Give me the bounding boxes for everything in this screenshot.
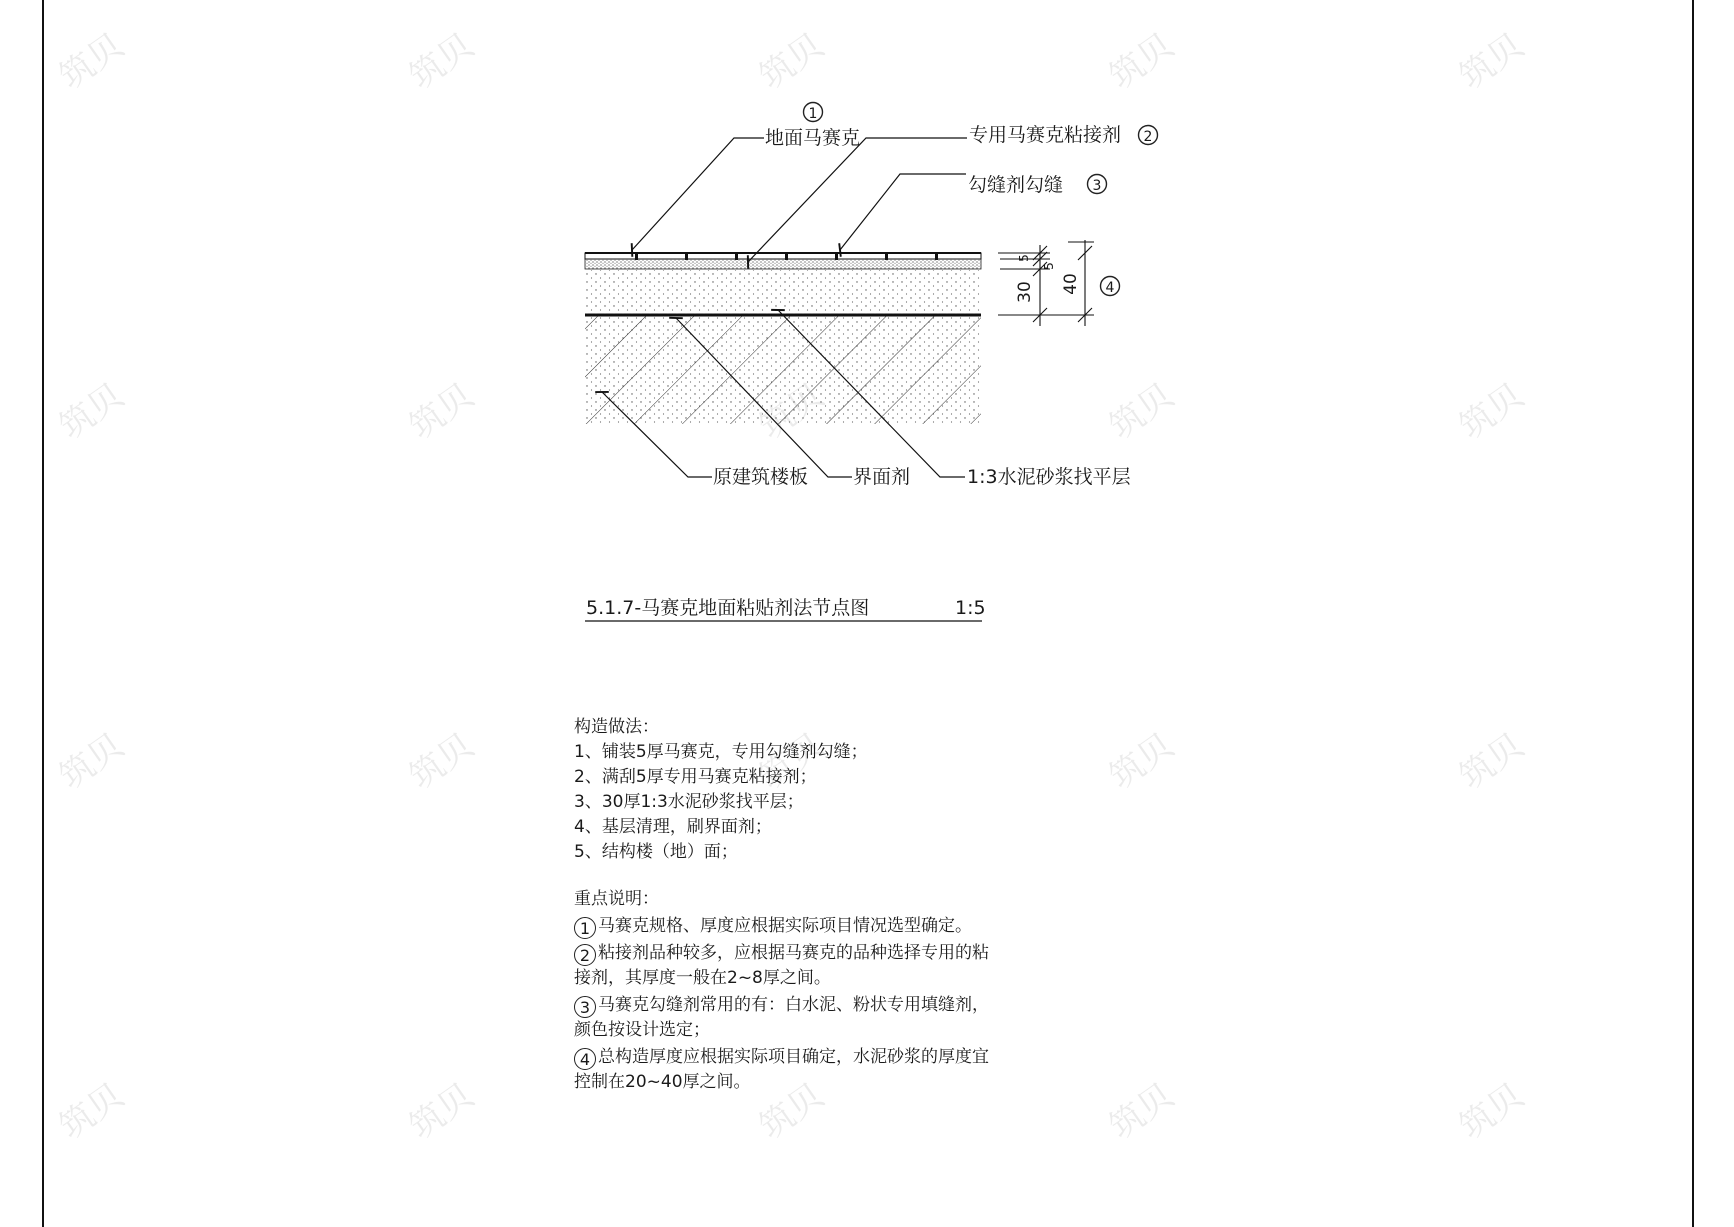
label-mortar-layer: 1:3水泥砂浆找平层 — [967, 466, 1131, 488]
label-floor-mosaic: 地面马赛克 — [765, 127, 861, 149]
key-point-1 — [574, 914, 1044, 939]
mortar-leveling-layer — [585, 270, 981, 314]
key-point-number: 1 — [574, 917, 596, 939]
dimension-40: 40 — [1061, 273, 1081, 295]
key-point-number: 2 — [574, 944, 596, 966]
dimension-5-adhesive: 5 — [1042, 262, 1056, 270]
watermark-logo: 筑贝 — [1102, 375, 1181, 448]
key-point-text: 马赛克规格、厚度应根据实际项目情况选型确定。 — [598, 916, 972, 936]
drawing-scale: 1:5 — [955, 597, 986, 619]
key-point-text-cont: 控制在20~40厚之间。 — [574, 1072, 751, 1092]
watermark-logo: 筑贝 — [52, 375, 131, 448]
watermark-logo: 筑贝 — [402, 25, 481, 98]
label-grout: 勾缝剂勾缝 — [968, 174, 1064, 196]
watermark-logo: 筑贝 — [1102, 725, 1181, 798]
construction-step-5: 5、结构楼（地）面； — [574, 842, 738, 862]
watermark-logo: 筑贝 — [1102, 1075, 1181, 1148]
grout-joint — [685, 252, 688, 260]
key-points-heading: 重点说明： — [574, 889, 659, 909]
leader-mosaic-adhesive — [748, 138, 967, 262]
watermark-logo: 筑贝 — [402, 725, 481, 798]
dimension-5-mosaic: 5 — [1017, 254, 1031, 262]
key-point-text: 总构造厚度应根据实际项目确定，水泥砂浆的厚度宜 — [598, 1047, 989, 1067]
watermark-logo: 筑贝 — [1452, 725, 1531, 798]
grout-joint — [885, 252, 888, 260]
construction-step-1: 1、铺装5厚马赛克，专用勾缝剂勾缝； — [574, 742, 868, 762]
key-point-number: 4 — [574, 1048, 596, 1070]
watermark-logo: 筑贝 — [752, 25, 831, 98]
callout-number-3: 3 — [1092, 178, 1102, 194]
construction-step-3: 3、30厚1:3水泥砂浆找平层； — [574, 792, 804, 812]
construction-steps — [574, 740, 1044, 865]
watermark-logo: 筑贝 — [1452, 25, 1531, 98]
callout-number-2: 2 — [1143, 129, 1153, 145]
grout-joint — [935, 252, 938, 260]
construction-step-2: 2、满刮5厚专用马赛克粘接剂； — [574, 767, 817, 787]
leader-grout — [840, 174, 966, 250]
callout-number-4: 4 — [1105, 280, 1115, 296]
key-point-text-cont: 颜色按设计选定； — [574, 1020, 710, 1040]
watermark-logo: 筑贝 — [402, 375, 481, 448]
key-point-2 — [574, 941, 1044, 991]
key-point-text: 粘接剂品种较多，应根据马赛克的品种选择专用的粘 — [598, 943, 989, 963]
watermark-logo: 筑贝 — [1452, 375, 1531, 448]
watermark-logo: 筑贝 — [402, 1075, 481, 1148]
key-point-text: 马赛克勾缝剂常用的有：白水泥、粉状专用填缝剂， — [598, 995, 989, 1015]
adhesive-layer — [585, 259, 981, 269]
drawing-title: 5.1.7-马赛克地面粘贴剂法节点图 — [586, 597, 870, 619]
label-original-slab: 原建筑楼板 — [713, 466, 809, 488]
notes-block — [574, 715, 1044, 1095]
watermark-logo: 筑贝 — [52, 725, 131, 798]
watermark-logo: 筑贝 — [752, 1075, 831, 1148]
grout-joint — [835, 252, 838, 260]
key-point-number: 3 — [574, 996, 596, 1018]
label-mosaic-adhesive: 专用马赛克粘接剂 — [969, 124, 1122, 146]
construction-heading: 构造做法： — [574, 717, 659, 737]
watermark-logo: 筑贝 — [52, 25, 131, 98]
key-point-4 — [574, 1045, 1044, 1095]
watermark-logo: 筑贝 — [52, 1075, 131, 1148]
dimension-30: 30 — [1015, 281, 1035, 303]
slab-hatch — [585, 316, 981, 424]
label-interface-agent: 界面剂 — [853, 466, 911, 488]
grout-joint — [785, 252, 788, 260]
key-point-3 — [574, 993, 1044, 1043]
callout-number-1: 1 — [808, 106, 818, 122]
key-point-text-cont: 接剂，其厚度一般在2~8厚之间。 — [574, 968, 831, 988]
watermark-logo: 筑贝 — [1102, 25, 1181, 98]
construction-step-4: 4、基层清理，刷界面剂； — [574, 817, 772, 837]
grout-joint — [635, 252, 638, 260]
watermark-logo: 筑贝 — [752, 725, 831, 798]
grout-joint — [735, 252, 738, 260]
watermark-logo: 筑贝 — [1452, 1075, 1531, 1148]
leader-floor-mosaic — [632, 138, 764, 250]
